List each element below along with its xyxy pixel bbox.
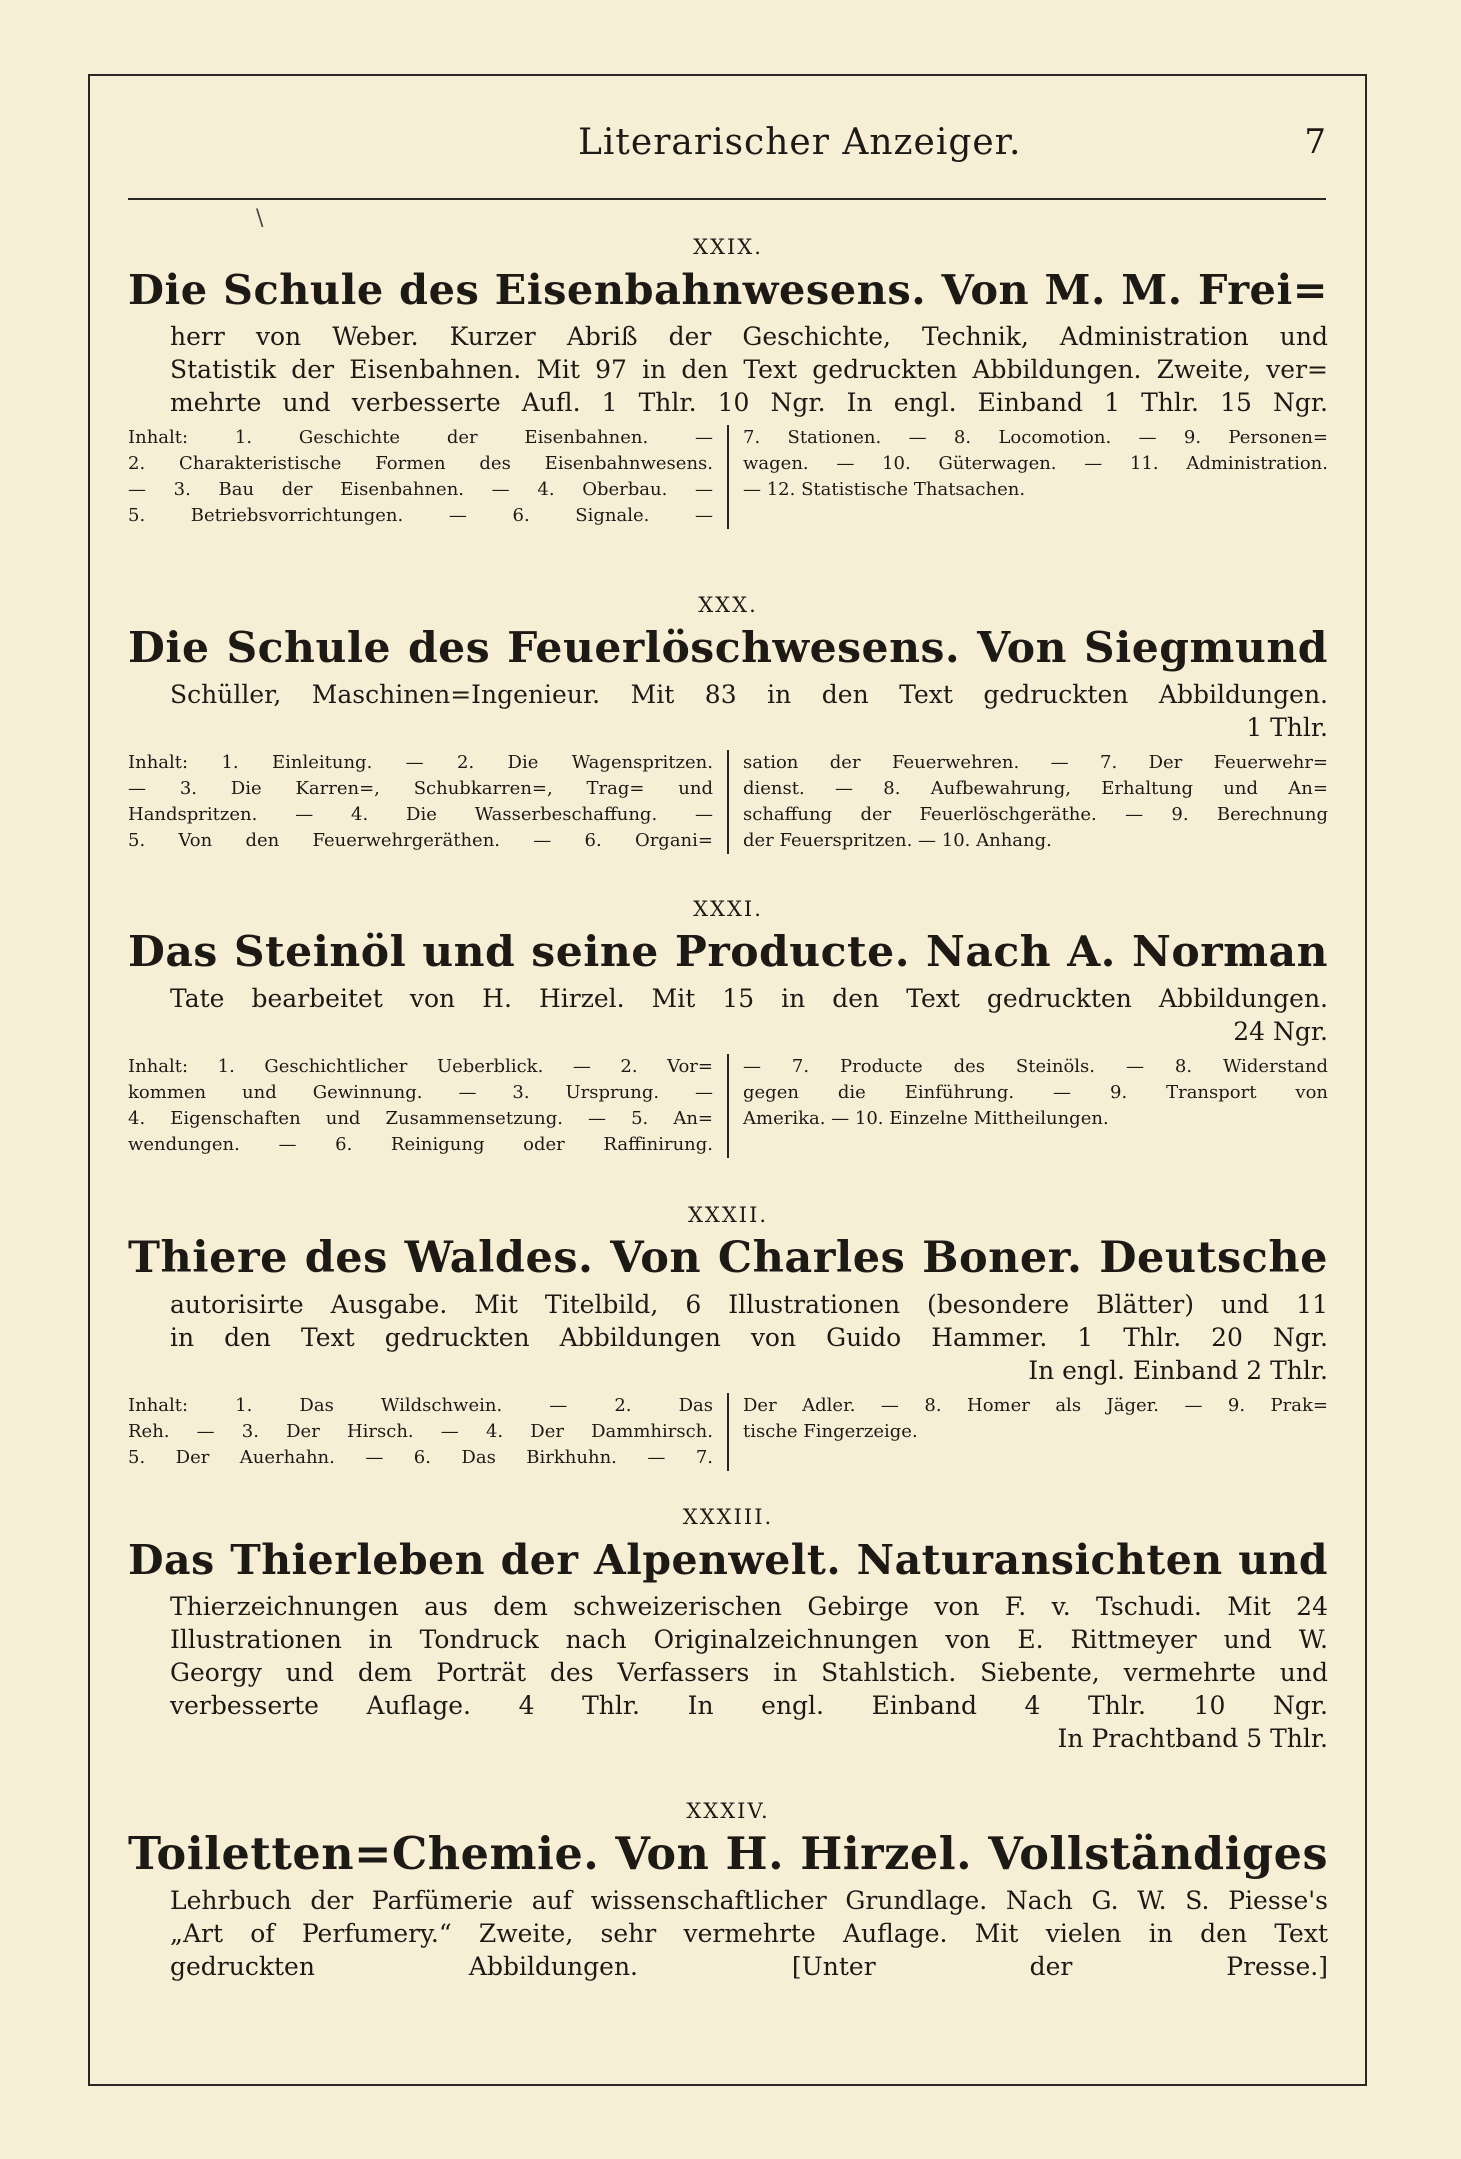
desc-line: mehrte und verbesserte Aufl. 1 Thlr. 10 Ngr. In engl. Einband 1 Thlr. 15 Ngr.	[170, 388, 1328, 417]
table-of-contents	[128, 750, 1328, 854]
contents-line: gegen die Einführung. — 9. Transport von	[743, 1082, 1328, 1103]
header-title: Literarischer Anzeiger.	[578, 122, 1022, 163]
price: In engl. Einband 2 Thlr.	[1028, 1356, 1328, 1385]
entry-xxxii	[128, 1202, 1328, 1471]
desc-line: gedruckten Abbildungen. [Unter der Presse.]	[170, 1952, 1328, 1981]
contents-left	[128, 425, 713, 529]
contents-line: Inhalt: 1. Das Wildschwein. — 2. Das	[128, 1395, 713, 1416]
entry-title: Die Schule des Feuerlöschwesens. Von Siegmund	[128, 623, 1328, 673]
contents-right	[743, 1054, 1328, 1158]
entry-number: XXXIV.	[686, 1799, 770, 1823]
desc-line: Schüller, Maschinen=Ingenieur. Mit 83 in den Text gedruckten Abbildungen.	[170, 680, 1328, 709]
running-header	[128, 112, 1326, 178]
column-divider	[727, 1054, 729, 1158]
entry-title: Thiere des Waldes. Von Charles Boner. Deutsche	[128, 1233, 1328, 1283]
entry-xxx	[128, 592, 1328, 854]
contents-line: Inhalt: 1. Einleitung. — 2. Die Wagenspritzen.	[128, 752, 713, 773]
entry-number: XXIX.	[693, 235, 763, 259]
contents-left	[128, 1393, 713, 1471]
contents-right	[743, 750, 1328, 854]
stray-mark: \	[256, 206, 264, 231]
desc-line: Georgy und dem Porträt des Verfassers in Stahlstich. Siebente, vermehrte und	[170, 1658, 1328, 1687]
entry-title: Die Schule des Eisenbahnwesens. Von M. M. Frei=	[128, 265, 1328, 314]
contents-line: der Feuerspritzen. — 10. Anhang.	[743, 830, 1052, 851]
entry-xxxiv	[128, 1798, 1328, 1983]
table-of-contents	[128, 425, 1328, 529]
page-number: 7	[1304, 122, 1326, 162]
entry-title: Das Steinöl und seine Producte. Nach A. Norman	[128, 927, 1328, 977]
entry-number: XXXII.	[687, 1203, 769, 1227]
contents-line: kommen und Gewinnung. — 3. Ursprung. —	[128, 1082, 713, 1103]
contents-line: — 3. Die Karren=, Schubkarren=, Trag= und	[128, 778, 713, 799]
contents-line: 7. Stationen. — 8. Locomotion. — 9. Personen=	[743, 427, 1328, 448]
desc-line: „Art of Perfumery.“ Zweite, sehr vermehrte Auflage. Mit vielen in den Text	[170, 1919, 1328, 1948]
entry-xxxi	[128, 896, 1328, 1158]
contents-line: tische Fingerzeige.	[743, 1421, 918, 1442]
entry-number: XXXI.	[693, 897, 763, 921]
contents-left	[128, 750, 713, 854]
contents-line: Handspritzen. — 4. Die Wasserbeschaffung. —	[128, 804, 713, 825]
contents-line: schaffung der Feuerlöschgeräthe. — 9. Berechnung	[743, 804, 1328, 825]
desc-line: autorisirte Ausgabe. Mit Titelbild, 6 Illustrationen (besondere Blätter) und 11	[170, 1290, 1328, 1319]
contents-line: — 12. Statistische Thatsachen.	[743, 479, 1026, 500]
desc-line: Illustrationen in Tondruck nach Originalzeichnungen von E. Rittmeyer und W.	[170, 1625, 1328, 1654]
contents-left	[128, 1054, 713, 1158]
contents-line: — 3. Bau der Eisenbahnen. — 4. Oberbau. —	[128, 479, 713, 500]
desc-line: Statistik der Eisenbahnen. Mit 97 in den Text gedruckten Abbildungen. Zweite, ver=	[170, 355, 1328, 384]
contents-line: dienst. — 8. Aufbewahrung, Erhaltung und An=	[743, 778, 1328, 799]
contents-line: Amerika. — 10. Einzelne Mittheilungen.	[743, 1108, 1109, 1129]
entry-title: Das Thierleben der Alpenwelt. Naturansichten und	[128, 1536, 1328, 1584]
contents-line: Der Adler. — 8. Homer als Jäger. — 9. Prak=	[743, 1395, 1328, 1416]
contents-line: 5. Der Auerhahn. — 6. Das Birkhuhn. — 7.	[128, 1447, 713, 1468]
entry-description	[128, 1288, 1328, 1387]
desc-line: in den Text gedruckten Abbildungen von Guido Hammer. 1 Thlr. 20 Ngr.	[170, 1323, 1328, 1352]
desc-line: verbesserte Auflage. 4 Thlr. In engl. Einband 4 Thlr. 10 Ngr.	[170, 1691, 1328, 1720]
contents-line: sation der Feuerwehren. — 7. Der Feuerwehr=	[743, 752, 1328, 773]
contents-line: — 7. Producte des Steinöls. — 8. Widerstand	[743, 1056, 1328, 1077]
desc-line: Thierzeichnungen aus dem schweizerischen Gebirge von F. v. Tschudi. Mit 24	[170, 1592, 1328, 1621]
price: 24 Ngr.	[1233, 1017, 1328, 1046]
contents-right	[743, 425, 1328, 529]
contents-line: 2. Charakteristische Formen des Eisenbahnwesens.	[128, 453, 713, 474]
contents-line: wagen. — 10. Güterwagen. — 11. Administration.	[743, 453, 1328, 474]
table-of-contents	[128, 1054, 1328, 1158]
entry-description	[128, 678, 1328, 744]
entry-title: Toiletten=Chemie. Von H. Hirzel. Vollständiges	[128, 1828, 1328, 1880]
contents-line: 5. Betriebsvorrichtungen. — 6. Signale. —	[128, 505, 713, 526]
entry-description	[128, 982, 1328, 1048]
column-divider	[727, 1393, 729, 1471]
column-divider	[727, 750, 729, 854]
entry-description	[128, 1884, 1328, 1983]
table-of-contents	[128, 1393, 1328, 1471]
desc-line: Lehrbuch der Parfümerie auf wissenschaftlicher Grundlage. Nach G. W. S. Piesse's	[170, 1886, 1328, 1915]
price: In Prachtband 5 Thlr.	[1057, 1724, 1328, 1753]
contents-line: wendungen. — 6. Reinigung oder Raffinirung.	[128, 1134, 713, 1155]
contents-right	[743, 1393, 1328, 1471]
entry-number: XXX.	[698, 593, 758, 617]
contents-line: Inhalt: 1. Geschichtlicher Ueberblick. — 2. Vor=	[128, 1056, 713, 1077]
entry-number: XXXIII.	[682, 1505, 774, 1529]
contents-line: Inhalt: 1. Geschichte der Eisenbahnen. —	[128, 427, 713, 448]
header-rule	[128, 198, 1326, 200]
column-divider	[727, 425, 729, 529]
contents-line: Reh. — 3. Der Hirsch. — 4. Der Dammhirsch.	[128, 1421, 713, 1442]
entry-description	[128, 1590, 1328, 1755]
entry-description	[128, 320, 1328, 419]
contents-line: 4. Eigenschaften und Zusammensetzung. — 5. An=	[128, 1108, 713, 1129]
contents-line: 5. Von den Feuerwehrgeräthen. — 6. Organi=	[128, 830, 713, 851]
price: 1 Thlr.	[1246, 713, 1328, 742]
desc-line: herr von Weber. Kurzer Abriß der Geschichte, Technik, Administration und	[170, 322, 1328, 351]
desc-line: Tate bearbeitet von H. Hirzel. Mit 15 in den Text gedruckten Abbildungen.	[170, 984, 1328, 1013]
entry-xxix	[128, 234, 1328, 529]
entry-xxxiii	[128, 1504, 1328, 1755]
